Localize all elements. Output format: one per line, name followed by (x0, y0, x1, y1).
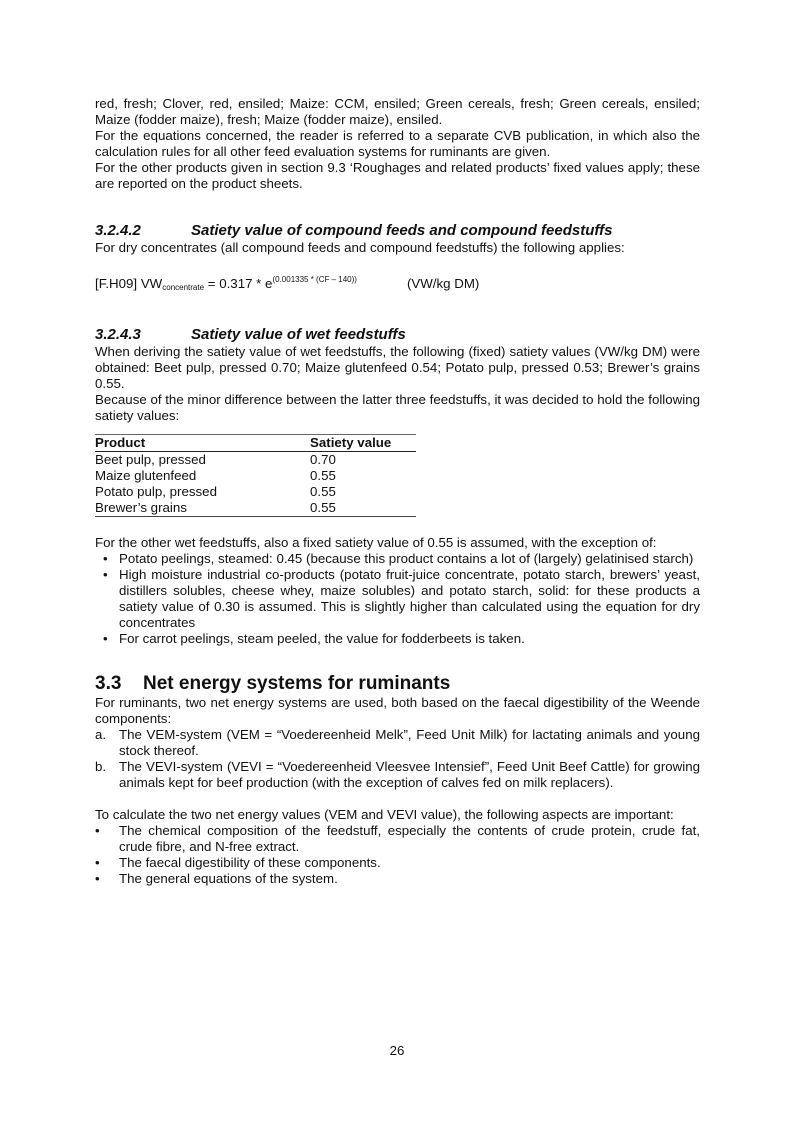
section-number: 3.2.4.2 (95, 222, 141, 239)
list-item: • For carrot peelings, steam peeled, the value for fodderbeets is taken. (95, 631, 700, 647)
intro-paragraph-3: For the other products given in section 9.3 ‘Roughages and related products’ fixed values apply; these are reported on the product sheets. (95, 160, 700, 191)
section-3242-heading (95, 222, 700, 240)
list-item: • The general equations of the system. (95, 871, 700, 887)
satiety-value-cell: 0.55 (310, 484, 336, 499)
aspects-list (95, 823, 700, 887)
product-cell: Brewer’s grains (95, 500, 187, 515)
list-item (95, 727, 700, 759)
table-header-row (95, 435, 416, 452)
list-marker: a. (95, 727, 107, 742)
section-33-paragraph-1: For ruminants, two net energy systems are used, both based on the faecal digestibility of the Weende components: (95, 695, 700, 726)
column-header-satiety-value: Satiety value (310, 435, 392, 450)
formula-subscript: concentrate (162, 283, 205, 292)
formula-exponent: (0.001335 * (CF – 140)) (272, 275, 357, 284)
section-3243-paragraph-2: Because of the minor difference between the latter three feedstuffs, it was decided to hold the following satiety values: (95, 392, 700, 423)
section-3243-paragraph-3: For the other wet feedstuffs, also a fixed satiety value of 0.55 is assumed, with the exception of: (95, 535, 657, 550)
section-3243-heading (95, 326, 700, 344)
table-row (95, 484, 416, 500)
section-3243-paragraph-1: When deriving the satiety value of wet feedstuffs, the following (fixed) satiety values (VW/kg DM) were obtained: Beet pulp, pressed 0.70; Maize glutenfeed 0.54; Potato pulp, pressed 0.53; Brewer’s grains 0.55. (95, 344, 700, 391)
intro-paragraph-1: red, fresh; Clover, red, ensiled; Maize: CCM, ensiled; Green cereals, fresh; Green cereals, ensiled; Maize (fodder maize), fresh; Maize (fodder maize), ensiled. (95, 96, 700, 127)
table-row (95, 500, 416, 517)
table-row (95, 452, 416, 469)
list-item-text: The VEM-system (VEM = “Voedereenheid Melk”, Feed Unit Milk) for lactating animals and young stock thereof. (119, 727, 700, 758)
section-33-paragraph-2: To calculate the two net energy values (VEM and VEVI value), the following aspects are important: (95, 807, 674, 822)
satiety-table (95, 434, 416, 517)
product-cell: Beet pulp, pressed (95, 452, 206, 467)
formula-fh09 (95, 272, 700, 296)
list-item: • The chemical composition of the feedstuff, especially the contents of crude protein, crude fat, crude fibre, and N-free extract. (95, 823, 700, 855)
satiety-value-cell: 0.70 (310, 452, 336, 467)
page-number: 26 (389, 1043, 405, 1058)
list-item: • The faecal digestibility of these components. (95, 855, 700, 871)
section-number: 3.3 (95, 673, 122, 694)
section-title: Net energy systems for ruminants (143, 673, 451, 694)
energy-system-list (95, 727, 700, 791)
satiety-value-cell: 0.55 (310, 500, 336, 515)
table-row (95, 468, 416, 484)
list-item-text: The VEVI-system (VEVI = “Voedereenheid Vleesvee Intensief”, Feed Unit Beef Cattle) for growing animals kept for beef production (with the exception of calves fed on milk replacers). (119, 759, 700, 790)
satiety-value-cell: 0.55 (310, 468, 336, 483)
list-item (95, 759, 700, 791)
section-title: Satiety value of wet feedstuffs (191, 326, 406, 343)
list-item: • Potato peelings, steamed: 0.45 (because this product contains a lot of (largely) gelatinised starch) (95, 551, 700, 567)
section-title: Satiety value of compound feeds and compound feedstuffs (191, 222, 613, 239)
formula-label: [F.H09] VW (95, 276, 163, 291)
section-3242-text: For dry concentrates (all compound feeds and compound feedstuffs) the following applies: (95, 240, 625, 255)
column-header-product: Product (95, 435, 146, 450)
list-item: • High moisture industrial co-products (potato fruit-juice concentrate, potato starch, brewers’ yeast, distillers solubles, cheese whey, maize solubles) and potato starch, solid: for these products a satiety value of 0.30 is assumed. This is slightly higher than calculated using the equation for dry concentrates (95, 567, 700, 631)
intro-paragraph-2: For the equations concerned, the reader is referred to a separate CVB publication, in which also the calculation rules for all other feed evaluation systems for ruminants are given. (95, 128, 700, 159)
section-33-heading (95, 673, 700, 695)
section-number: 3.2.4.3 (95, 326, 141, 343)
exception-list (95, 551, 700, 647)
formula-unit: (VW/kg DM) (406, 276, 480, 291)
list-marker: b. (95, 759, 107, 774)
product-cell: Potato pulp, pressed (95, 484, 217, 499)
formula-rhs: = 0.317 * e (204, 276, 273, 291)
product-cell: Maize glutenfeed (95, 468, 197, 483)
document-page (95, 96, 700, 887)
